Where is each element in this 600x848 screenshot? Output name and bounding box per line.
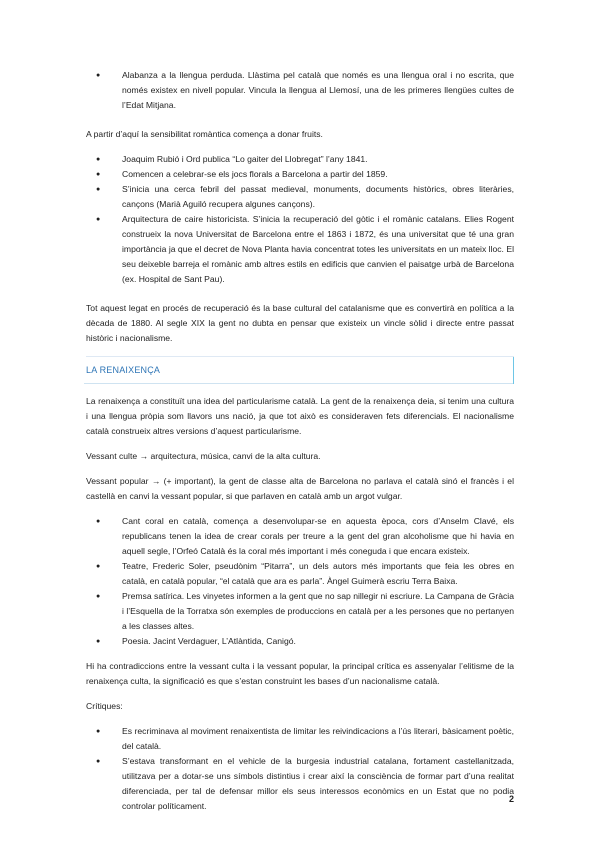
critiques-label: Crítiques: (86, 701, 123, 711)
vessant-popular-paragraph: Vessant popular → (+ important), la gent de classe alta de Barcelona no parlava el català sinó el francès i el castellà en canvi la vessant popular, si que parlaven en català amb un argot vulgar. (86, 476, 514, 501)
list-item: ● S’estava transformant en el vehicle de la burgesia industrial catalana, fortament castellanitzada, utilitzava per a dotar-se uns símbols distintius i crear així la consciència de formar part d’una realitat diferenciada, per tal de defensar millor els seus interessos econòmics en un Estat que no podia controlar políticament. (122, 754, 514, 814)
list-item: ● Premsa satírica. Les vinyetes informen a la gent que no sap nillegir ni escriure. La Campana de Gràcia i l’Esquella de la Torratxa són exemples de produccions en català per a les persones que no pertanyen a les classes altes. (122, 589, 514, 634)
top-bullet-list (86, 68, 514, 113)
critiques-bullet-list (86, 724, 514, 814)
page-content (86, 68, 514, 814)
section-heading: LA RENAIXENÇA (86, 356, 514, 384)
contradiccions-paragraph: Hi ha contradiccions entre la vessant culta i la vessant popular, la principal crítica es assenyalar l’elitisme de la renaixença culta, la significació es que s’estan construint les bases d’un nacionalisme català. (86, 661, 514, 686)
list-item: ● S’inicia una cerca febril del passat medieval, monuments, documents històrics, obres literàries, cançons (Marià Aguiló recupera algunes cançons). (122, 182, 514, 212)
popular-bullet-list (86, 514, 514, 649)
list-item: ● Arquitectura de caire historicista. S’inicia la recuperació del gòtic i el romànic catalans. Elies Rogent construeix la nova Universitat de Barcelona entre el 1863 i 1872, és una universitat que té una gran importància ja que el decret de Nova Planta havia concentrat totes les universitats en un mateix lloc. El seu deixeble barreja el romànic amb altres estils en edificis que canvien el paisatge urbà de Barcelona (ex. Hospital de Sant Pau). (122, 212, 514, 287)
list-item: ● Cant coral en català, comença a desenvolupar-se en aquesta època, cors d’Anselm Clavé, els republicans tenen la idea de crear corals per treure a la gent del gran alcoholisme que hi havia en aquell segle, l’Orfeó Català és la coral més important i més coneguda i que encara existeix. (122, 514, 514, 559)
legat-paragraph: Tot aquest legat en procés de recuperació és la base cultural del catalanisme que es convertirà en política a la dècada de 1880. Al segle XIX la gent no dubta en pensar que existeix un vincle sòlid i directe entre passat històric i nacionalisme. (86, 303, 514, 343)
list-item: ● Joaquim Rubió i Ord publica “Lo gaiter del Llobregat” l’any 1841. (122, 152, 514, 167)
romantic-bullet-list (86, 152, 514, 287)
list-item: ● Poesia. Jacint Verdaguer, L’Atlàntida, Canigó. (122, 634, 514, 649)
renaixenca-paragraph: La renaixença a constituït una idea del particularisme català. La gent de la renaixença deia, si tenim una cultura i una llengua pròpia som llavors uns nació, ja que tot això es consideraven fets diferencials. El nacionalisme català construeix altres versions d’aquest particularisme. (86, 396, 514, 436)
list-item: ● Es recriminava al moviment renaixentista de limitar les reivindicacions a l’ús literari, bàsicament poètic, del català. (122, 724, 514, 754)
list-item: ● Comencen a celebrar-se els jocs florals a Barcelona a partir del 1859. (122, 167, 514, 182)
list-item: ● Teatre, Frederic Soler, pseudònim “Pitarra”, un dels autors més importants que feia les obres en català, en català popular, “el català que ara es parla”. Àngel Guimerà escriu Terra Baixa. (122, 559, 514, 589)
vessant-culte-paragraph: Vessant culte → arquitectura, música, canvi de la alta cultura. (86, 451, 321, 461)
intro-romantic-paragraph: A partir d’aquí la sensibilitat romàntica comença a donar fruits. (86, 129, 323, 139)
page-number: 2 (508, 794, 514, 804)
list-item: ● Alabanza a la llengua perduda. Llàstima pel català que només es una llengua oral i no escrita, que només existex en nivell popular. Vincula la llengua al Llemosí, una de les primeres llengües cultes de l’Edat Mitjana. (122, 68, 514, 113)
